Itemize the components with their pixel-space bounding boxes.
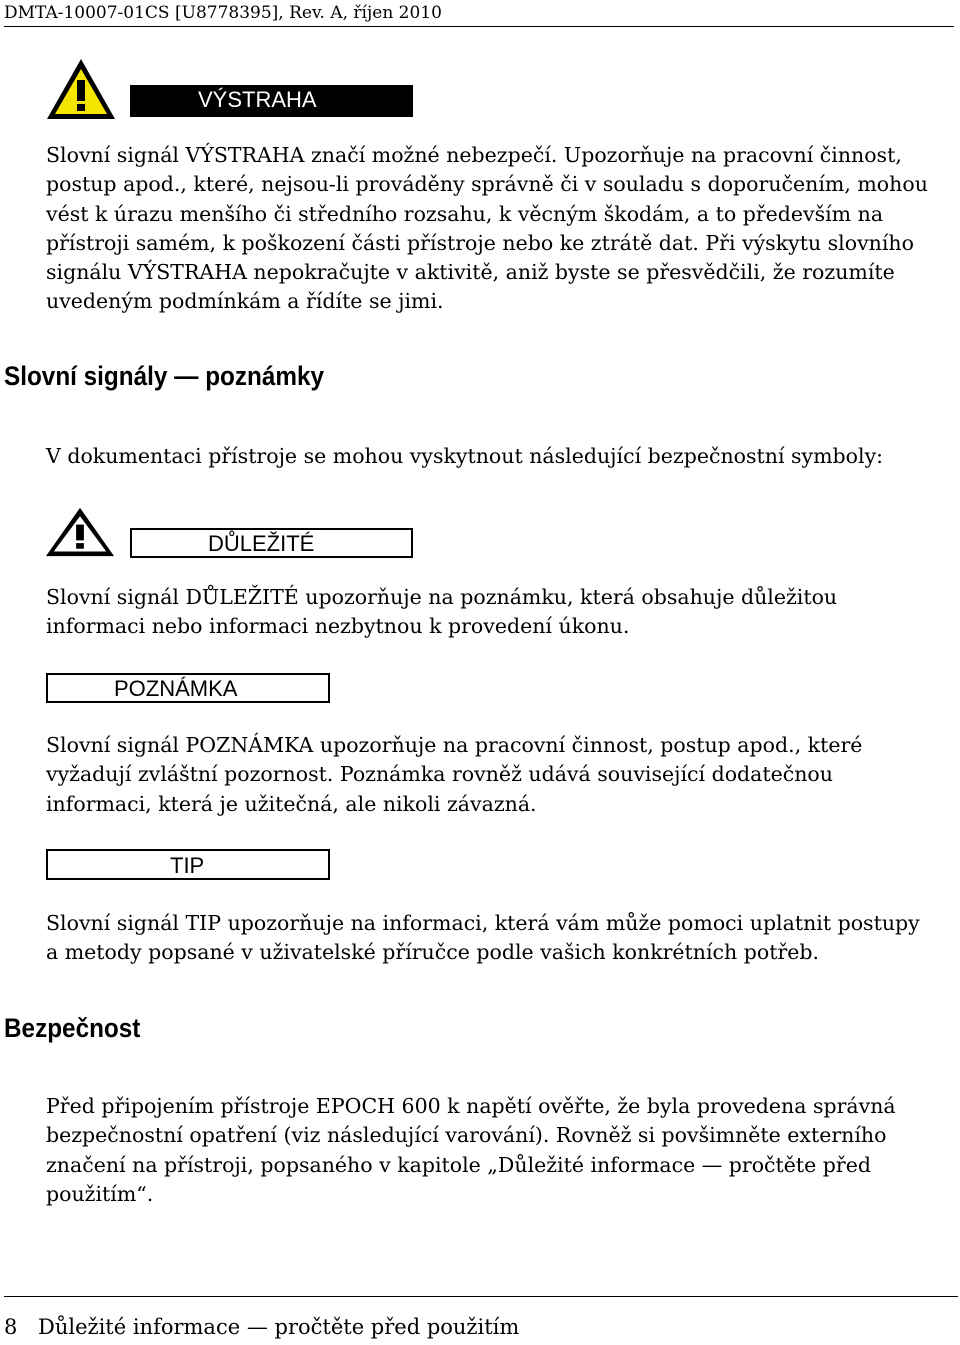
warning-text-line: vést k úrazu menšího či středního rozsahu, k věcným škodám, a to především na <box>46 201 884 226</box>
warning-text-line: postup apod., které, nejsou-li prováděny správně či v souladu s doporučením, mohou <box>46 172 928 197</box>
note-signal-label: POZNÁMKA <box>114 676 238 701</box>
warning-signal-bar <box>130 85 413 117</box>
safety-text-line: použitím“. <box>46 1181 154 1206</box>
important-text-line: Slovní signál DŮLEŽITÉ upozorňuje na poznámku, která obsahuje důležitou <box>46 585 838 609</box>
document-reference-header <box>4 2 954 27</box>
tip-text-line: a metody popsané v uživatelské příručce podle vašich konkrétních potřeb. <box>46 940 820 965</box>
important-signal-box <box>130 528 413 558</box>
warning-text-line: přístroji samém, k poškození části přístroje nebo ke ztrátě dat. Při výskytu slovního <box>46 230 914 255</box>
page-number: 8 <box>4 1315 18 1339</box>
warning-signal-label: VÝSTRAHA <box>198 87 317 112</box>
important-paragraph <box>46 583 946 642</box>
document-reference: DMTA-10007-01CS [U8778395], Rev. A, říjen 2010 <box>4 3 442 23</box>
warning-text-line: signálu VÝSTRAHA nepokračujte v aktivitě, aniž byste se přesvědčili, že rozumíte <box>46 260 895 285</box>
note-text-line: vyžadují zvláštní pozornost. Poznámka rovněž udává související dodatečnou <box>46 762 833 787</box>
tip-paragraph <box>46 909 946 968</box>
safety-text-line: bezpečnostní opatření (viz následující varování). Rovněž si povšimněte externího <box>46 1123 887 1148</box>
note-text-line: Slovní signál POZNÁMKA upozorňuje na pracovní činnost, postup apod., které <box>46 733 863 757</box>
safety-text-line: značení na přístroji, popsaného v kapitole „Důležité informace — pročtěte před <box>46 1152 871 1177</box>
section-heading-safety: Bezpečnost <box>4 1013 141 1043</box>
important-text-line: informaci nebo informaci nezbytnou k provedení úkonu. <box>46 614 630 639</box>
tip-signal-label: TIP <box>170 853 205 878</box>
important-triangle-icon <box>44 506 116 558</box>
signal-words-intro: V dokumentaci přístroje se mohou vyskytnout následující bezpečnostní symboly: <box>46 444 884 468</box>
tip-text-line: Slovní signál TIP upozorňuje na informaci, která vám může pomoci uplatnit postupy <box>46 911 920 935</box>
safety-text-line: Před připojením přístroje EPOCH 600 k napětí ověřte, že byla provedena správná <box>46 1094 896 1118</box>
note-signal-box <box>46 673 330 703</box>
warning-paragraph <box>46 141 946 317</box>
footer-rule <box>4 1296 958 1297</box>
important-signal-label: DŮLEŽITÉ <box>208 531 315 556</box>
section-heading-signal-words: Slovní signály — poznámky <box>4 361 325 391</box>
chapter-title: Důležité informace — pročtěte před použitím <box>38 1315 520 1339</box>
warning-text-line: uvedeným podmínkám a řídíte se jimi. <box>46 289 444 314</box>
safety-paragraph <box>46 1092 946 1209</box>
warning-triangle-icon <box>44 56 118 122</box>
page-footer <box>4 1312 519 1342</box>
note-text-line: informaci, která je užitečná, ale nikoli závazná. <box>46 791 537 816</box>
warning-text-line: Slovní signál VÝSTRAHA značí možné nebezpečí. Upozorňuje na pracovní činnost, <box>46 143 902 167</box>
note-paragraph <box>46 731 946 819</box>
tip-signal-box <box>46 849 330 880</box>
